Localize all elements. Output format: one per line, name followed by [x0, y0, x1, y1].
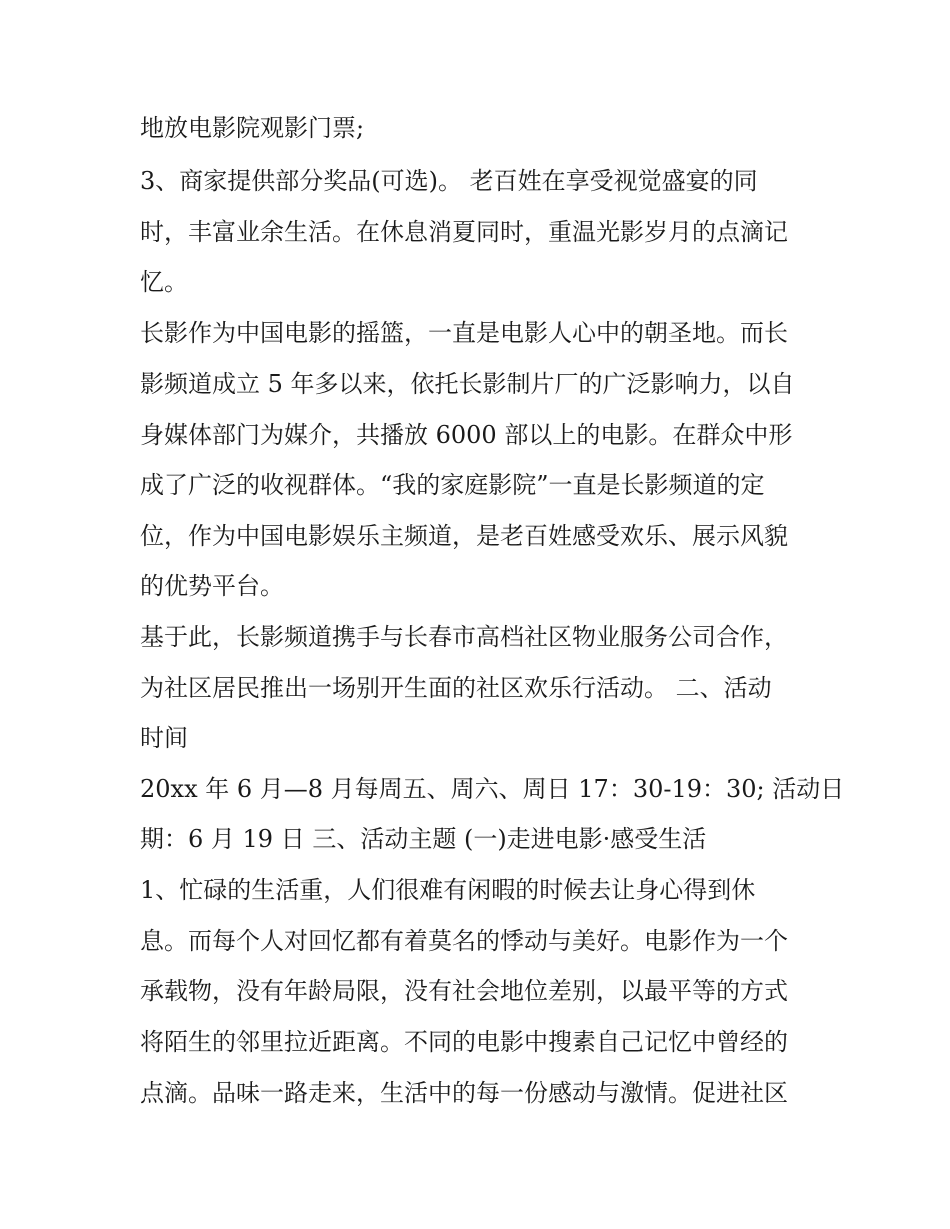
- text-line: 时间: [140, 724, 188, 752]
- text-line: 1、忙碌的生活重，人们很难有闲暇的时候去让身心得到休: [140, 876, 756, 904]
- text-line: 位，作为中国电影娱乐主频道，是老百姓感受欢乐、展示风貌: [140, 522, 788, 550]
- text-line: 时，丰富业余生活。在休息消夏同时，重温光影岁月的点滴记: [140, 218, 788, 246]
- text-line: 地放电影院观影门票;: [140, 114, 365, 142]
- text-line: 成了广泛的收视群体。“我的家庭影院”一直是长影频道的定: [140, 471, 765, 499]
- text-line: 承载物，没有年龄局限，没有社会地位差别，以最平等的方式: [140, 977, 788, 1005]
- text-line: 20xx 年 6 月—8 月每周五、周六、周日 17：30-19：30; 活动日: [140, 775, 845, 803]
- text-line: 息。而每个人对回忆都有着莫名的悸动与美好。电影作为一个: [140, 927, 788, 955]
- text-line: 忆。: [140, 268, 188, 296]
- text-line: 期：6 月 19 日 三、活动主题 (一)走进电影·感受生活: [140, 825, 707, 853]
- text-line: 长影作为中国电影的摇篮，一直是电影人心中的朝圣地。而长: [140, 319, 788, 347]
- text-line: 为社区居民推出一场别开生面的社区欢乐行活动。 二、活动: [140, 674, 772, 702]
- text-line: 3、商家提供部分奖品(可选)。 老百姓在享受视觉盛宴的同: [140, 167, 758, 195]
- text-line: 基于此，长影频道携手与长春市高档社区物业服务公司合作，: [140, 623, 788, 651]
- text-line: 点滴。品味一路走来，生活中的每一份感动与激情。促进社区: [140, 1079, 788, 1107]
- text-line: 影频道成立 5 年多以来，依托长影制片厂的广泛影响力，以自: [140, 370, 795, 398]
- text-line: 身媒体部门为媒介，共播放 6000 部以上的电影。在群众中形: [140, 421, 793, 449]
- text-line: 的优势平台。: [140, 572, 284, 600]
- text-line: 将陌生的邻里拉近距离。不同的电影中搜素自己记忆中曾经的: [140, 1028, 788, 1056]
